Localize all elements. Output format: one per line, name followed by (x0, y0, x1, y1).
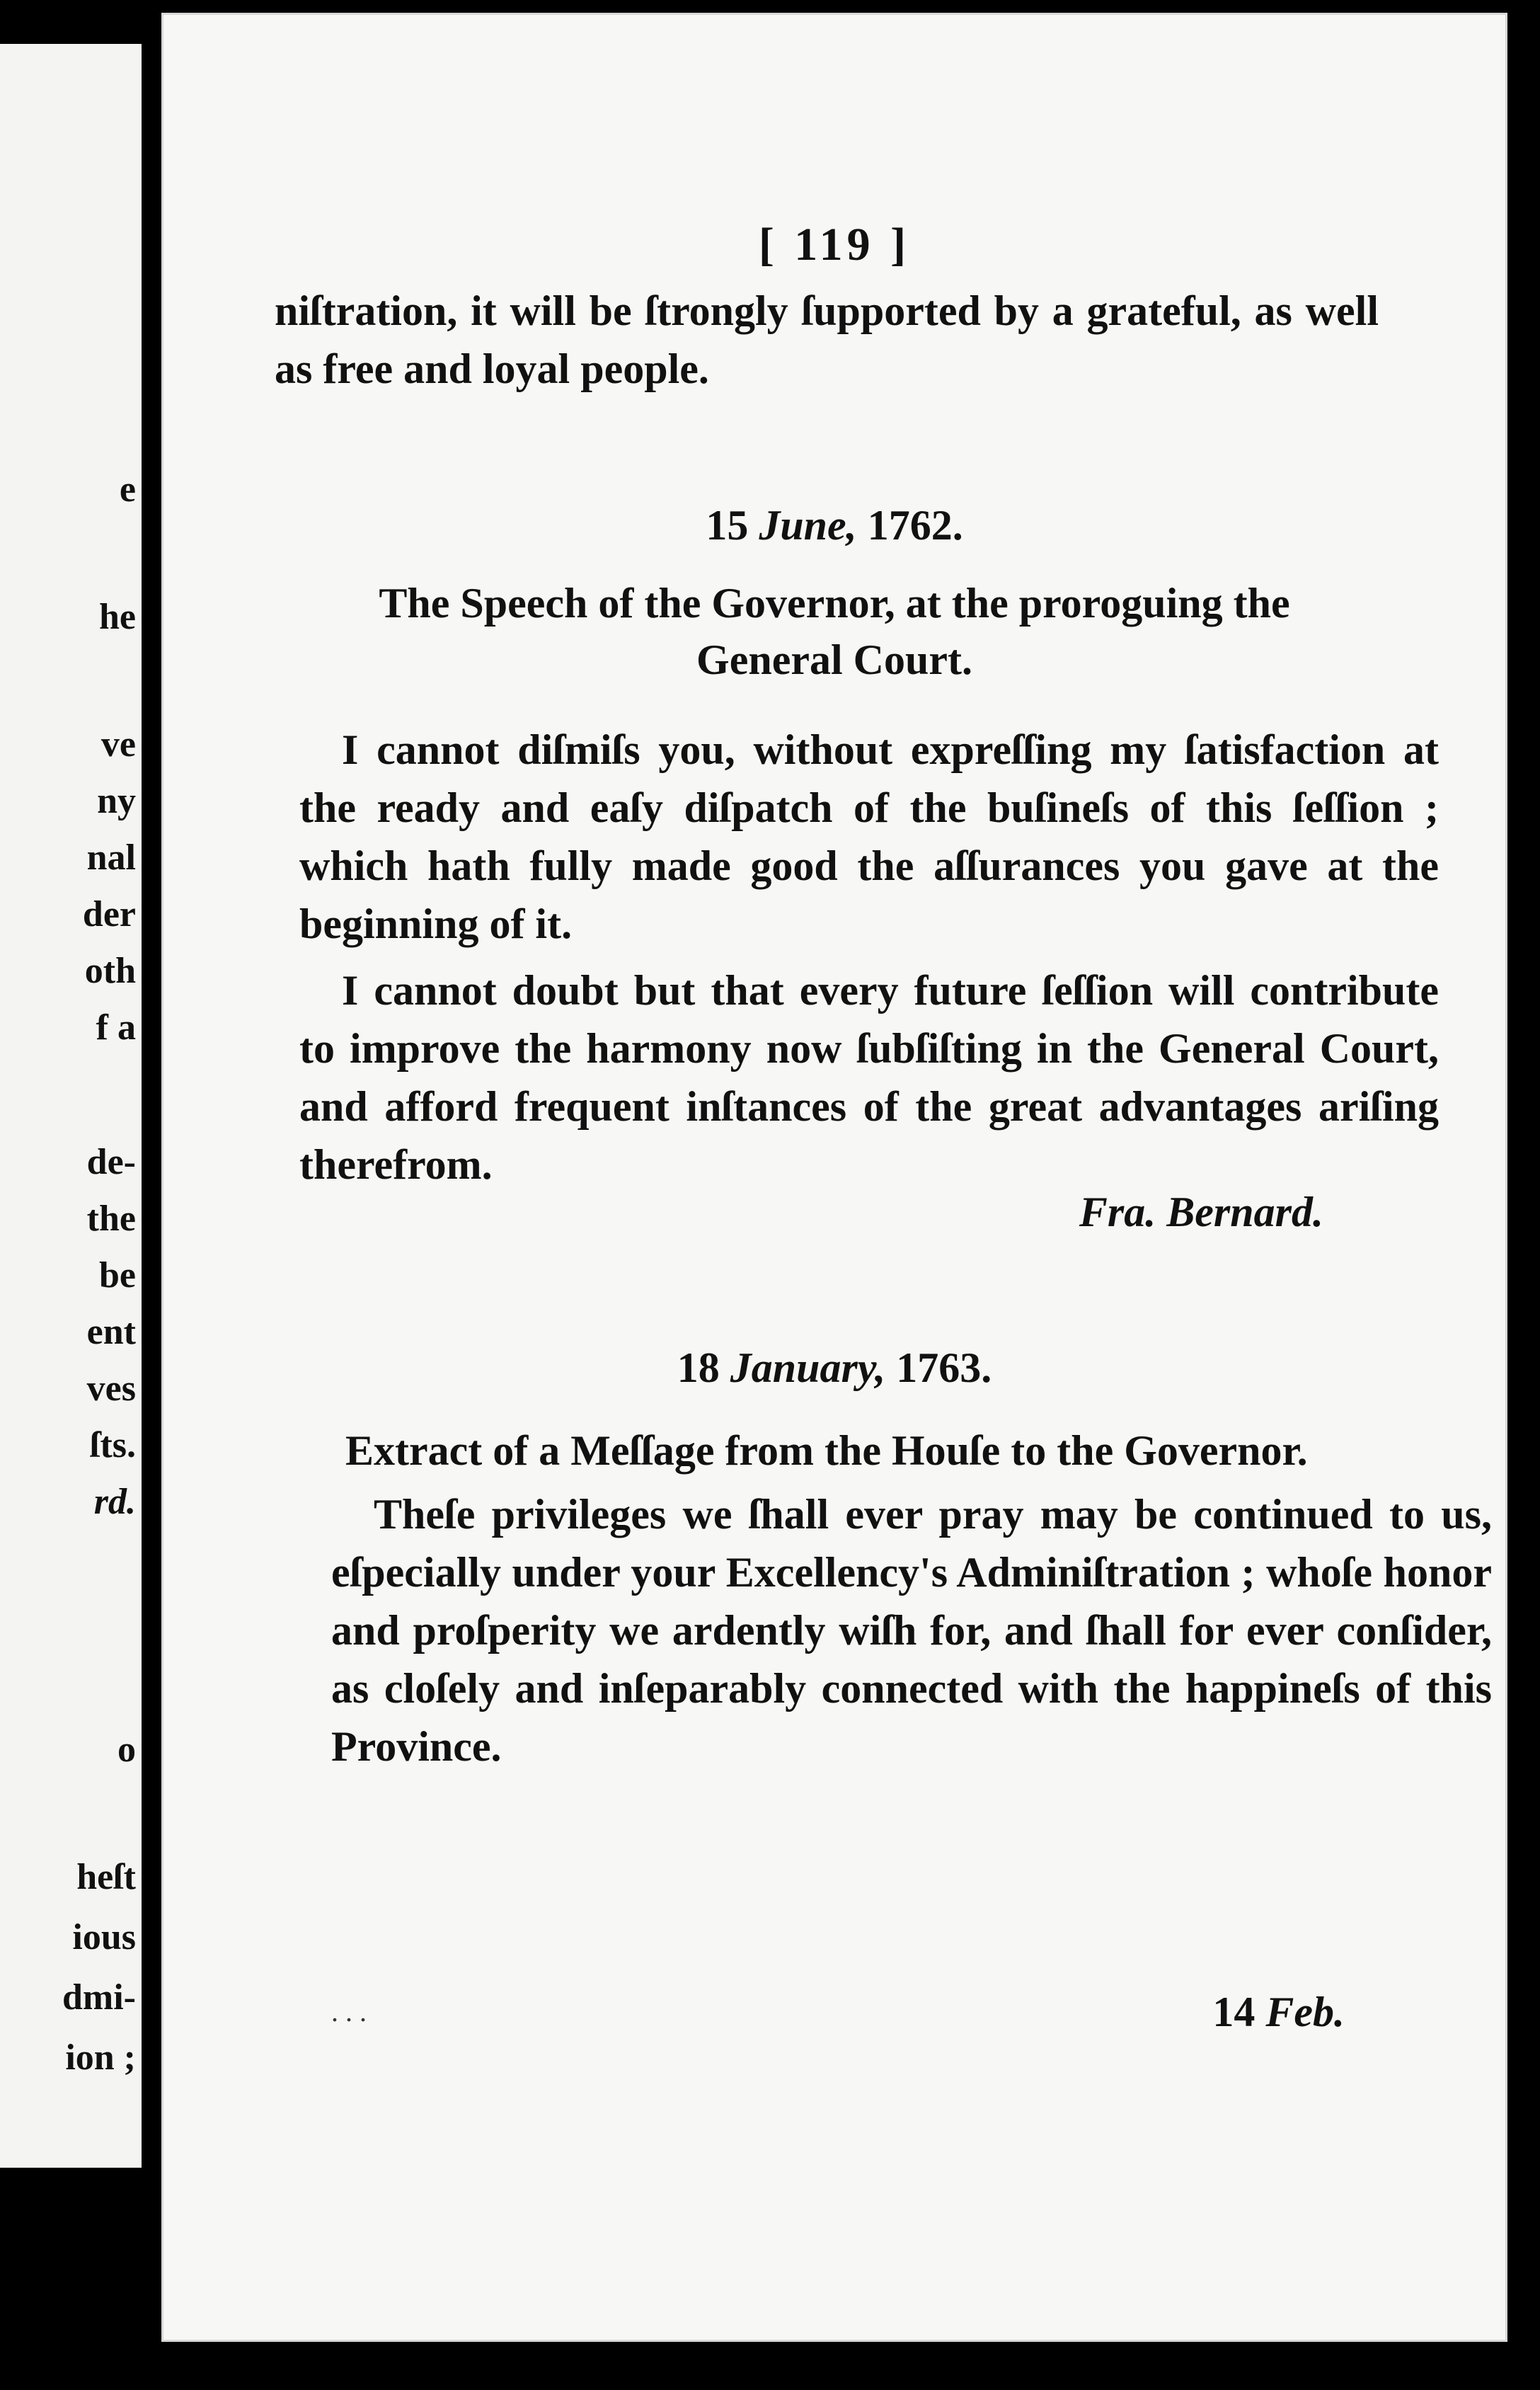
left-page-line: be (99, 1255, 136, 1296)
book-page (161, 13, 1507, 2342)
section-date (161, 501, 1507, 550)
date-day: 18 (677, 1344, 720, 1391)
section-heading: Extract of a Meſſage from the Houſe to the Governor. (345, 1427, 1308, 1474)
continuation-paragraph: niſtration, it will be ſtrongly ſupported by a grateful, as well as free and loyal people. (275, 287, 1379, 392)
left-page-line: the (86, 1199, 136, 1239)
catchword (1212, 1988, 1345, 2037)
speech-paragraph: I cannot doubt but that every future ſeſſion will contribute to improve the harmony now ſubſiſting in the General Court, and afford frequent inſtances of the great advantages ariſing therefrom. (299, 967, 1439, 1188)
left-page-line: ves (86, 1368, 136, 1409)
left-page-line: der (82, 894, 136, 934)
left-page-line: he (99, 597, 136, 637)
bottom-mark: . . . (331, 1996, 367, 2028)
left-page-line: oth (84, 951, 136, 991)
date-year: 1762. (867, 502, 963, 549)
left-page-line: f a (96, 1007, 136, 1048)
left-page-line: ious (72, 1917, 136, 1957)
date-year: 1763. (896, 1344, 992, 1391)
message-paragraph: Theſe privileges we ſhall ever pray may be continued to us, eſpecially under your Excellency's Adminiſtration ; whoſe honor and proſperity we ardently wiſh for, and ſhall for ever conſider, as cloſely and inſeparably connected with the happineſs of this Province. (331, 1491, 1492, 1770)
left-page-line: ent (86, 1312, 136, 1352)
left-page-line: de- (86, 1142, 136, 1182)
left-page-line: heſt (76, 1857, 136, 1897)
section-heading: The Speech of the Governor, at the proroguing the (379, 580, 1290, 627)
left-page-line: rd. (93, 1482, 136, 1522)
left-page-line: ſts. (90, 1425, 136, 1465)
section-date (161, 1344, 1507, 1393)
speech-paragraph: I cannot diſmiſs you, without expreſſing my ſatisfaction at the ready and eaſy diſpatch of the buſineſs of this ſeſſion ; which hath fully made good the aſſurances you gave at the beginning of it. (299, 726, 1439, 947)
catchword-word: Feb. (1265, 1989, 1345, 2035)
date-month: June, (759, 502, 857, 549)
section-heading: General Court. (696, 636, 972, 683)
left-page-line: ion ; (65, 2037, 136, 2078)
left-page-line: nal (86, 837, 136, 878)
left-page-line: e (119, 469, 136, 510)
left-page-line: ve (100, 724, 136, 765)
page-number: [ 119 ] (758, 219, 911, 270)
left-page-line: o (117, 1729, 136, 1770)
catchword-number: 14 (1212, 1989, 1255, 2035)
date-month: January, (730, 1344, 886, 1391)
left-page-line: dmi- (62, 1977, 136, 2018)
previous-page-edge (0, 44, 142, 2168)
date-day: 15 (706, 502, 749, 549)
left-page-line: ny (97, 781, 136, 821)
signature: Fra. Bernard. (1079, 1189, 1323, 1235)
